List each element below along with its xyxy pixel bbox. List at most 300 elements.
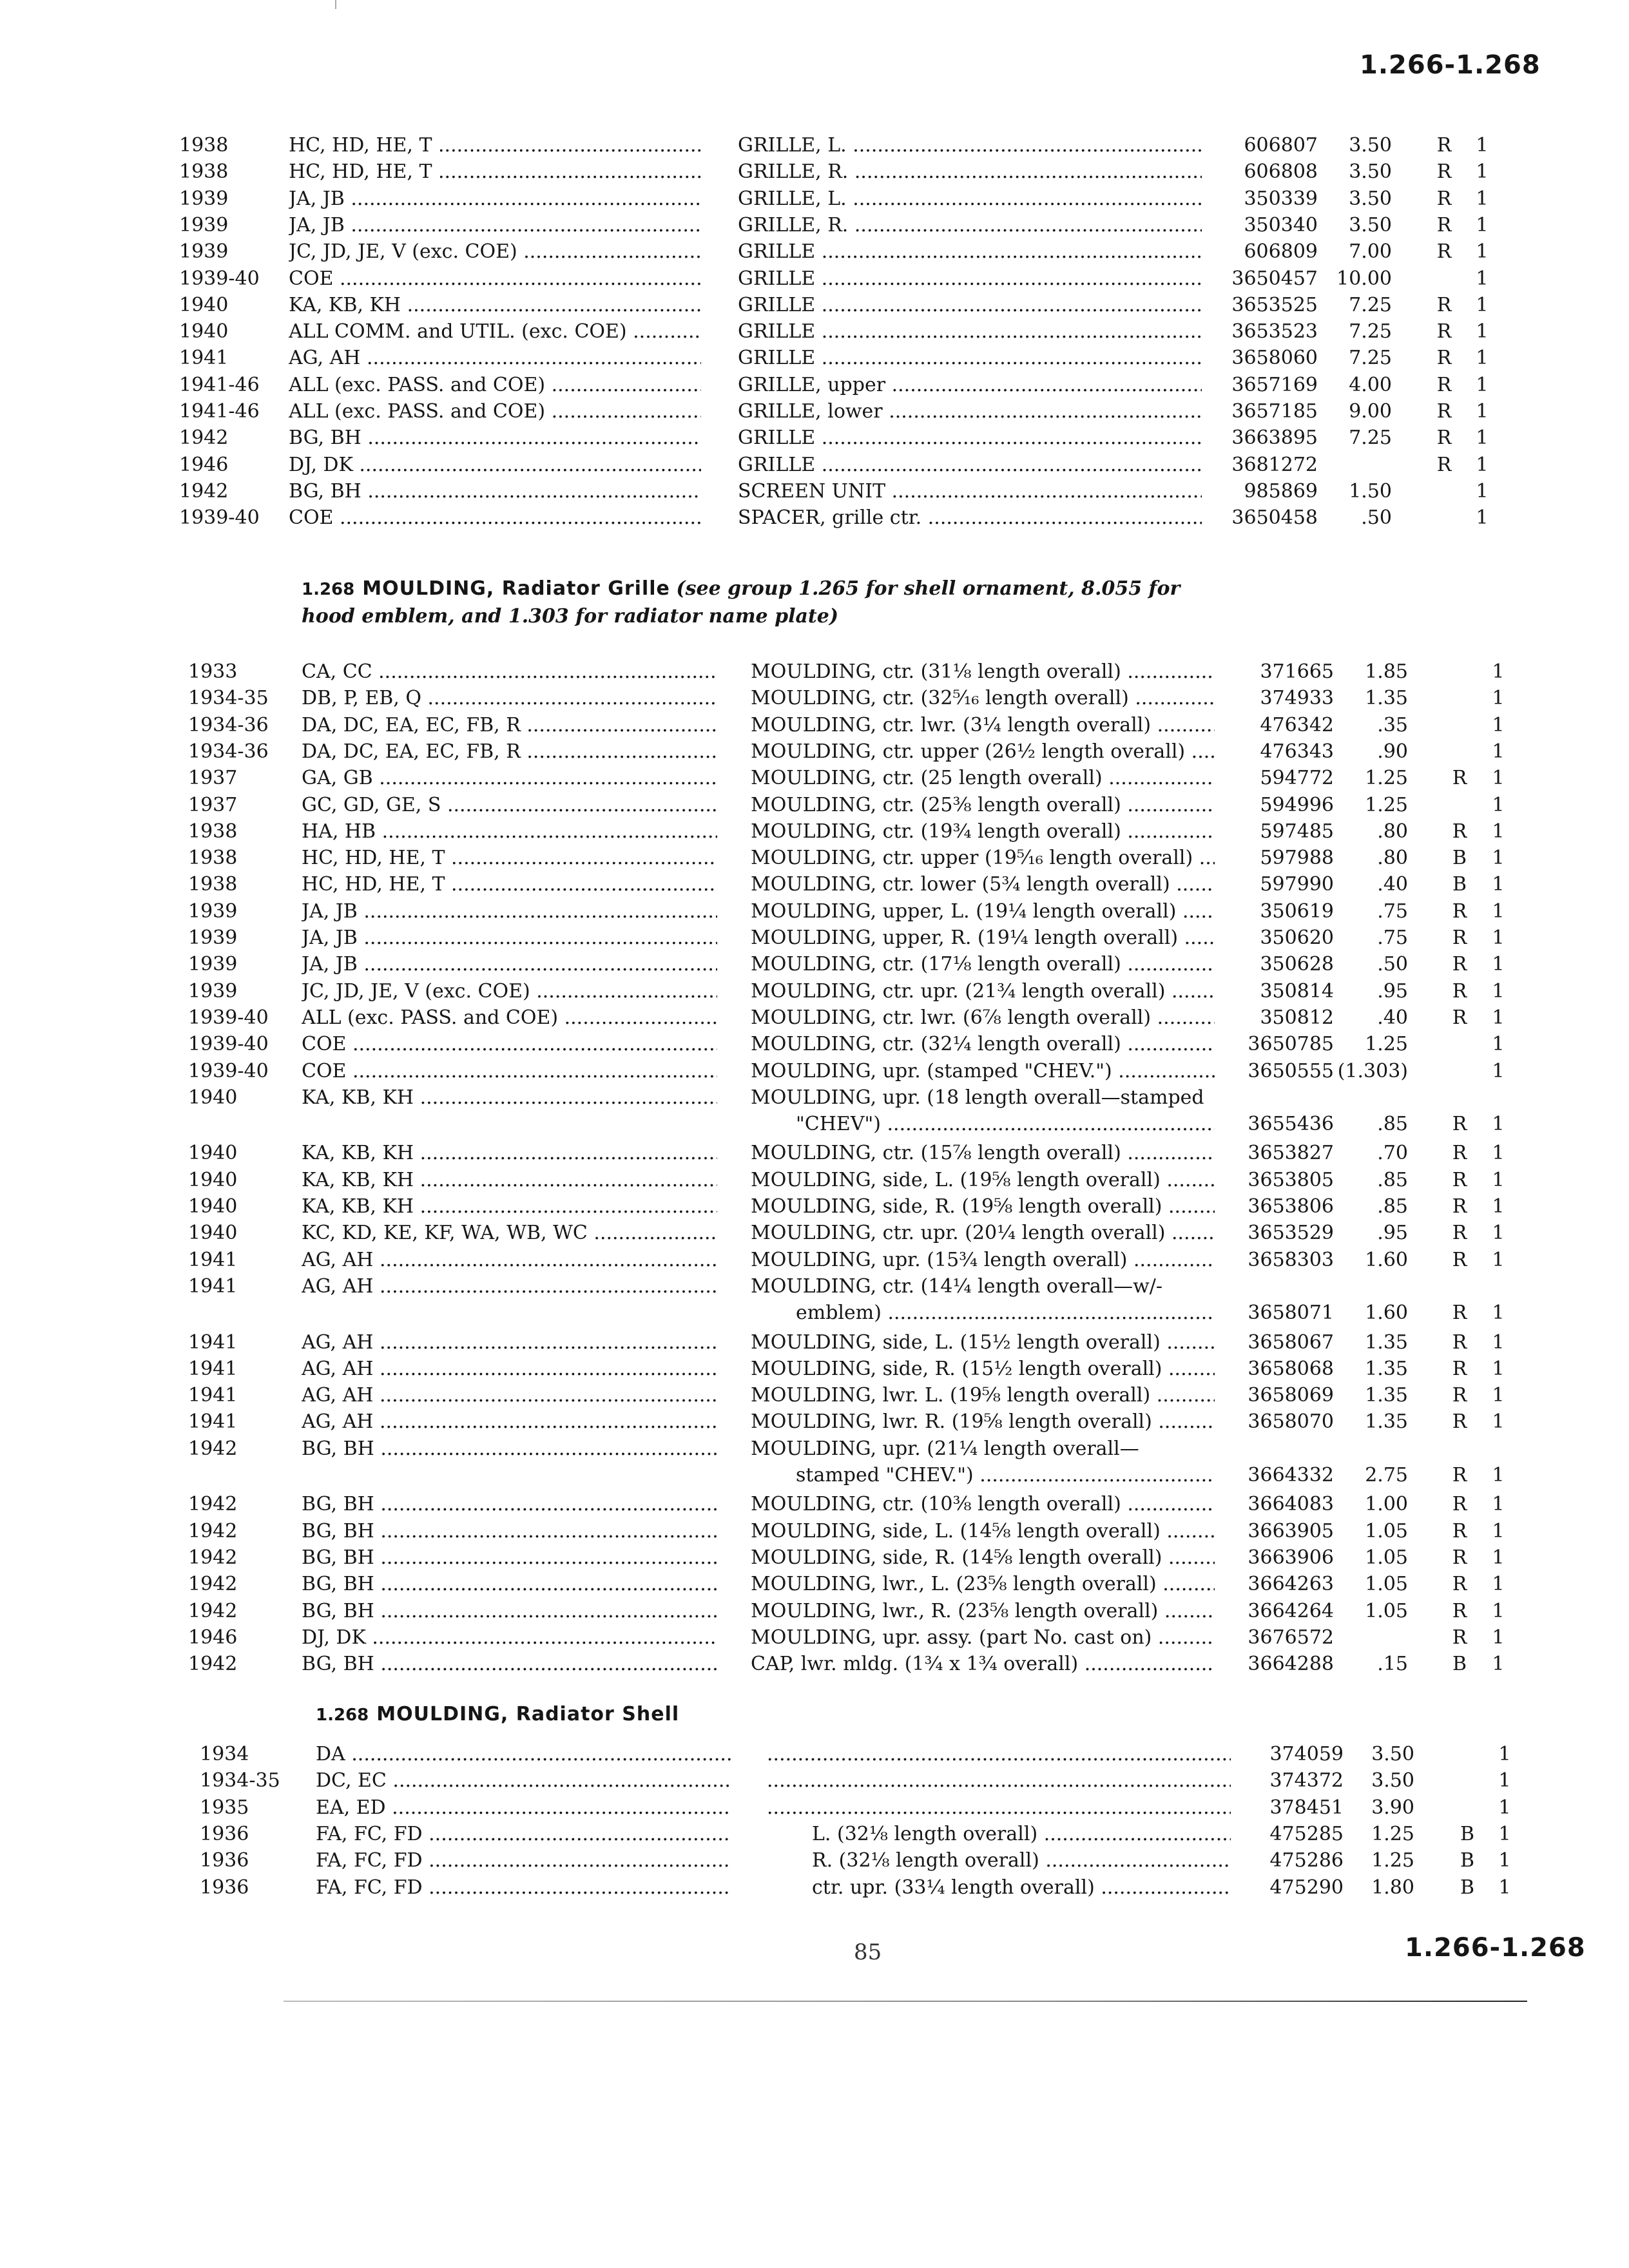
year-cell: 1941 xyxy=(179,347,229,370)
quantity-cell: 1 xyxy=(1476,293,1489,316)
year-cell: 1940 xyxy=(188,1142,238,1165)
parts-row xyxy=(0,160,1547,186)
parts-row xyxy=(0,374,1547,399)
models-cell: COE ..... xyxy=(302,1060,717,1082)
year-cell: 1942 xyxy=(188,1519,238,1542)
description-cell: MOULDING, upr. (stamped "CHEV.") ..... xyxy=(751,1060,1215,1082)
description-cell: MOULDING, ctr. lower (5¾ length overall) ..... xyxy=(751,873,1215,896)
quantity-cell: 1 xyxy=(1492,1059,1505,1082)
quantity-cell: 1 xyxy=(1492,820,1505,843)
code-cell: R xyxy=(1452,1142,1467,1165)
code-cell: R xyxy=(1436,240,1452,264)
year-cell: 1934-36 xyxy=(188,740,269,763)
parts-row xyxy=(0,1743,1547,1769)
part-number-cell: 475285 xyxy=(1269,1822,1344,1845)
parts-row xyxy=(0,660,1547,686)
quantity-cell: 1 xyxy=(1476,213,1489,236)
part-number-cell: 597485 xyxy=(1260,820,1334,843)
part-number-cell: 3664288 xyxy=(1248,1653,1334,1676)
part-number-cell: 3655436 xyxy=(1248,1113,1334,1136)
section-heading-moulding-shell xyxy=(316,1701,679,1729)
price-cell: 3.50 xyxy=(1349,160,1392,184)
parts-row xyxy=(0,1573,1547,1599)
price-cell: 1.35 xyxy=(1365,1357,1408,1380)
quantity-cell: 1 xyxy=(1492,660,1505,683)
description-cell: R. (32⅛ length overall) ..... xyxy=(812,1849,1231,1872)
price-cell: 3.50 xyxy=(1349,187,1392,210)
quantity-cell: 1 xyxy=(1492,927,1505,949)
models-cell: FA, FC, FD ..... xyxy=(316,1849,731,1872)
code-cell: B xyxy=(1452,847,1467,870)
page-header-range: 1.266-1.268 xyxy=(1360,50,1541,80)
quantity-cell: 1 xyxy=(1492,1410,1505,1434)
year-cell: 1942 xyxy=(179,427,229,450)
price-cell: .85 xyxy=(1377,1195,1408,1218)
price-cell: .50 xyxy=(1377,953,1408,976)
price-cell: (1.303) xyxy=(1337,1059,1408,1082)
part-number-cell: 475286 xyxy=(1269,1849,1344,1872)
models-cell: AG, AH ..... xyxy=(302,1275,717,1298)
year-cell: 1940 xyxy=(179,320,229,343)
code-cell: R xyxy=(1452,899,1467,923)
description-cell: MOULDING, ctr. (25⅜ length overall) ..... xyxy=(751,794,1215,816)
description-cell: GRILLE ..... xyxy=(738,454,1202,476)
quantity-cell: 1 xyxy=(1492,847,1505,870)
part-number-cell: 3653523 xyxy=(1231,320,1318,343)
quantity-cell: 1 xyxy=(1492,793,1505,816)
part-number-cell: 3664263 xyxy=(1248,1573,1334,1596)
price-cell: 1.25 xyxy=(1371,1822,1414,1845)
year-cell: 1939 xyxy=(179,213,229,236)
description-cell: MOULDING, upper, R. (19¼ length overall) ..... xyxy=(751,927,1215,949)
part-number-cell: 3663906 xyxy=(1248,1546,1334,1569)
year-cell: 1939 xyxy=(188,927,238,949)
year-cell: 1934-35 xyxy=(188,687,269,710)
year-cell: 1937 xyxy=(188,793,238,816)
part-number-cell: 3663895 xyxy=(1231,427,1318,450)
price-cell: 1.25 xyxy=(1371,1849,1414,1872)
price-cell: 3.90 xyxy=(1371,1796,1414,1819)
code-cell: R xyxy=(1452,1626,1467,1649)
models-cell: COE ..... xyxy=(289,267,701,290)
description-cell: MOULDING, side, L. (14⅝ length overall) ..... xyxy=(751,1520,1215,1542)
price-cell: 1.35 xyxy=(1365,1384,1408,1407)
parts-row xyxy=(0,1653,1547,1678)
code-cell: R xyxy=(1452,767,1467,790)
part-number-cell: 594772 xyxy=(1260,767,1334,790)
price-cell: 7.25 xyxy=(1349,347,1392,370)
part-number-cell: 3658071 xyxy=(1248,1302,1334,1325)
models-cell: COE ..... xyxy=(302,1033,717,1055)
parts-row xyxy=(0,1274,1547,1325)
price-cell: 7.25 xyxy=(1349,320,1392,343)
description-cell: MOULDING, ctr. upr. (21¾ length overall) ..... xyxy=(751,980,1215,1003)
description-cell: MOULDING, upr. (21¼ length overall— xyxy=(751,1437,1139,1460)
year-cell: 1939-40 xyxy=(188,1006,269,1029)
description-cell: MOULDING, ctr. (14¼ length overall—w/- xyxy=(751,1274,1162,1298)
description-leader xyxy=(767,1769,1231,1792)
parts-row xyxy=(0,1195,1547,1221)
part-number-cell: 3653525 xyxy=(1231,293,1318,316)
models-cell: AG, AH ..... xyxy=(302,1384,717,1407)
year-cell: 1942 xyxy=(188,1653,238,1676)
parts-row xyxy=(0,294,1547,320)
price-cell: 1.50 xyxy=(1349,479,1392,503)
part-number-cell: 371665 xyxy=(1260,660,1334,683)
models-cell: BG, BH ..... xyxy=(302,1546,717,1569)
year-cell: 1940 xyxy=(188,1086,238,1109)
quantity-cell: 1 xyxy=(1492,1384,1505,1407)
year-cell: 1941 xyxy=(188,1274,238,1298)
description-cell: SPACER, grille ctr. ..... xyxy=(738,506,1202,529)
description-cell: MOULDING, lwr., L. (23⅝ length overall) ..... xyxy=(751,1573,1215,1595)
quantity-cell: 1 xyxy=(1492,979,1505,1003)
quantity-cell: 1 xyxy=(1492,740,1505,763)
code-cell: R xyxy=(1452,1222,1467,1245)
code-cell: B xyxy=(1452,1653,1467,1676)
year-cell: 1933 xyxy=(188,660,238,683)
models-cell: BG, BH ..... xyxy=(289,480,701,503)
models-cell: JA, JB ..... xyxy=(302,900,717,923)
models-cell: FA, FC, FD ..... xyxy=(316,1876,731,1899)
code-cell: R xyxy=(1436,427,1452,450)
description-cell: MOULDING, ctr. (17⅛ length overall) ..... xyxy=(751,953,1215,975)
price-cell: .15 xyxy=(1377,1653,1408,1676)
description-cell: MOULDING, ctr. (19¾ length overall) ..... xyxy=(751,820,1215,843)
parts-row xyxy=(0,1358,1547,1383)
price-cell: .90 xyxy=(1377,740,1408,763)
quantity-cell: 1 xyxy=(1492,767,1505,790)
part-number-cell: 3658303 xyxy=(1248,1248,1334,1271)
year-cell: 1938 xyxy=(188,847,238,870)
section-heading-moulding-grille xyxy=(302,575,1242,630)
models-cell: HA, HB ..... xyxy=(302,820,717,843)
models-cell: ALL (exc. PASS. and COE) ..... xyxy=(302,1006,717,1029)
year-cell: 1936 xyxy=(200,1876,249,1899)
models-cell: GA, GB ..... xyxy=(302,767,717,789)
part-number-cell: 3657169 xyxy=(1231,373,1318,396)
year-cell: 1934 xyxy=(200,1743,249,1765)
description-cell: MOULDING, ctr. upper (26½ length overall) ..... xyxy=(751,740,1215,763)
models-cell: DA, DC, EA, EC, FB, R ..... xyxy=(302,740,717,763)
year-cell: 1938 xyxy=(188,873,238,896)
parts-row xyxy=(0,1060,1547,1086)
parts-row xyxy=(0,1086,1547,1136)
price-cell: .95 xyxy=(1377,979,1408,1003)
price-cell: 1.25 xyxy=(1365,793,1408,816)
code-cell: R xyxy=(1452,1195,1467,1218)
part-number-cell: 597988 xyxy=(1260,847,1334,870)
models-cell: ALL (exc. PASS. and COE) ..... xyxy=(289,374,701,396)
description-cell: MOULDING, lwr. R. (19⅝ length overall) ..... xyxy=(751,1410,1215,1433)
part-number-cell: 3658067 xyxy=(1248,1331,1334,1354)
price-cell: 2.75 xyxy=(1365,1463,1408,1486)
code-cell: R xyxy=(1452,1006,1467,1029)
description-cell: MOULDING, upr. (18 length overall—stamped xyxy=(751,1086,1204,1109)
code-cell: R xyxy=(1452,1493,1467,1516)
year-cell: 1938 xyxy=(179,134,229,157)
price-cell: 1.35 xyxy=(1365,1331,1408,1354)
models-cell: DC, EC ..... xyxy=(316,1769,731,1792)
parts-row xyxy=(0,767,1547,793)
part-number-cell: 350340 xyxy=(1244,213,1318,236)
part-number-cell: 3653529 xyxy=(1248,1222,1334,1245)
parts-row xyxy=(0,1849,1547,1875)
code-cell: R xyxy=(1452,1357,1467,1380)
models-cell: DJ, DK ..... xyxy=(289,454,701,476)
quantity-cell: 1 xyxy=(1476,320,1489,343)
models-cell: AG, AH ..... xyxy=(302,1358,717,1380)
part-number-cell: 350620 xyxy=(1260,927,1334,949)
code-cell: R xyxy=(1452,927,1467,949)
code-cell: R xyxy=(1452,1410,1467,1434)
code-cell: R xyxy=(1452,1573,1467,1596)
year-cell: 1942 xyxy=(179,479,229,503)
price-cell: .80 xyxy=(1377,820,1408,843)
description-cell: GRILLE, upper ..... xyxy=(738,374,1202,396)
price-cell: 1.85 xyxy=(1365,660,1408,683)
year-cell: 1941-46 xyxy=(179,373,260,396)
price-cell: 1.05 xyxy=(1365,1599,1408,1622)
year-cell: 1935 xyxy=(200,1796,249,1819)
quantity-cell: 1 xyxy=(1492,1653,1505,1676)
description-cell: L. (32⅛ length overall) ..... xyxy=(812,1823,1231,1845)
code-cell: R xyxy=(1436,347,1452,370)
code-cell: R xyxy=(1452,1463,1467,1486)
part-number-cell: 350628 xyxy=(1260,953,1334,976)
price-cell: .80 xyxy=(1377,847,1408,870)
price-cell: 3.50 xyxy=(1371,1743,1414,1765)
price-cell: .75 xyxy=(1377,927,1408,949)
price-cell: .85 xyxy=(1377,1168,1408,1191)
code-cell: B xyxy=(1460,1876,1475,1899)
models-cell: AG, AH ..... xyxy=(289,347,701,369)
section-number: 1.268 xyxy=(316,1706,369,1725)
price-cell: 3.50 xyxy=(1349,134,1392,157)
part-number-cell: 3653805 xyxy=(1248,1168,1334,1191)
description-cell: MOULDING, ctr. (25 length overall) ..... xyxy=(751,767,1215,789)
quantity-cell: 1 xyxy=(1498,1796,1511,1819)
year-cell: 1936 xyxy=(200,1822,249,1845)
quantity-cell: 1 xyxy=(1492,1546,1505,1569)
description-cell: GRILLE ..... xyxy=(738,320,1202,343)
quantity-cell: 1 xyxy=(1492,1599,1505,1622)
part-number-cell: 374059 xyxy=(1269,1743,1344,1765)
part-number-cell: 594996 xyxy=(1260,793,1334,816)
part-number-cell: 3663905 xyxy=(1248,1519,1334,1542)
price-cell: .70 xyxy=(1377,1142,1408,1165)
description-cell: MOULDING, ctr. upr. (20¼ length overall) ..... xyxy=(751,1222,1215,1244)
parts-row xyxy=(0,1169,1547,1195)
price-cell: 1.05 xyxy=(1365,1519,1408,1542)
year-cell: 1942 xyxy=(188,1599,238,1622)
parts-row xyxy=(0,454,1547,479)
parts-row xyxy=(0,980,1547,1006)
year-cell: 1941-46 xyxy=(179,400,260,423)
section-title: MOULDING, Radiator Grille xyxy=(362,577,670,600)
models-cell: JA, JB ..... xyxy=(289,187,701,210)
parts-row xyxy=(0,1384,1547,1410)
description-cell: GRILLE, lower ..... xyxy=(738,400,1202,423)
description-continued: "CHEV") ..... xyxy=(796,1113,1215,1135)
quantity-cell: 1 xyxy=(1476,400,1489,423)
part-number-cell: 378451 xyxy=(1269,1796,1344,1819)
parts-row xyxy=(0,267,1547,293)
part-number-cell: 476342 xyxy=(1260,713,1334,736)
models-cell: HC, HD, HE, T ..... xyxy=(289,160,701,183)
parts-row xyxy=(0,953,1547,979)
price-cell: .35 xyxy=(1377,713,1408,736)
code-cell: R xyxy=(1452,1113,1467,1136)
quantity-cell: 1 xyxy=(1492,1519,1505,1542)
code-cell: R xyxy=(1452,1384,1467,1407)
description-cell: MOULDING, upr. assy. (part No. cast on) ..... xyxy=(751,1626,1215,1649)
quantity-cell: 1 xyxy=(1498,1743,1511,1765)
quantity-cell: 1 xyxy=(1476,373,1489,396)
quantity-cell: 1 xyxy=(1498,1769,1511,1792)
year-cell: 1941 xyxy=(188,1357,238,1380)
part-number-cell: 3653827 xyxy=(1248,1142,1334,1165)
price-cell: 1.25 xyxy=(1365,767,1408,790)
bottom-rule xyxy=(284,2001,1527,2002)
part-number-cell: 3664264 xyxy=(1248,1599,1334,1622)
models-cell: AG, AH ..... xyxy=(302,1410,717,1433)
year-cell: 1939 xyxy=(188,899,238,923)
page-number: 85 xyxy=(854,1939,882,1965)
year-cell: 1941 xyxy=(188,1248,238,1271)
parts-row xyxy=(0,1626,1547,1652)
description-cell: MOULDING, side, R. (14⅝ length overall) ..... xyxy=(751,1546,1215,1569)
quantity-cell: 1 xyxy=(1492,687,1505,710)
code-cell: R xyxy=(1452,1248,1467,1271)
models-cell: DJ, DK ..... xyxy=(302,1626,717,1649)
page-footer-range: 1.266-1.268 xyxy=(1405,1933,1586,1963)
models-cell: JC, JD, JE, V (exc. COE) ..... xyxy=(289,240,701,263)
parts-row xyxy=(0,1006,1547,1032)
part-number-cell: 3681272 xyxy=(1231,453,1318,476)
code-cell: R xyxy=(1436,187,1452,210)
year-cell: 1940 xyxy=(188,1168,238,1191)
part-number-cell: 606809 xyxy=(1244,240,1318,264)
parts-row xyxy=(0,506,1547,532)
description-cell: MOULDING, upper, L. (19¼ length overall) ..... xyxy=(751,900,1215,923)
price-cell: 1.60 xyxy=(1365,1248,1408,1271)
models-cell: KA, KB, KH ..... xyxy=(302,1169,717,1191)
year-cell: 1938 xyxy=(188,820,238,843)
year-cell: 1939-40 xyxy=(179,506,260,530)
year-cell: 1942 xyxy=(188,1573,238,1596)
parts-row xyxy=(0,1600,1547,1626)
quantity-cell: 1 xyxy=(1476,479,1489,503)
parts-row xyxy=(0,1033,1547,1059)
parts-row xyxy=(0,400,1547,426)
models-cell: KA, KB, KH ..... xyxy=(302,1195,717,1218)
quantity-cell: 1 xyxy=(1492,1222,1505,1245)
part-number-cell: 3664083 xyxy=(1248,1493,1334,1516)
models-cell: HC, HD, HE, T ..... xyxy=(302,873,717,896)
models-cell: JA, JB ..... xyxy=(302,927,717,949)
models-cell: JA, JB ..... xyxy=(289,214,701,236)
quantity-cell: 1 xyxy=(1492,1142,1505,1165)
year-cell: 1941 xyxy=(188,1331,238,1354)
quantity-cell: 1 xyxy=(1476,160,1489,184)
models-cell: DA, DC, EA, EC, FB, R ..... xyxy=(302,714,717,736)
price-cell: .50 xyxy=(1361,506,1392,530)
part-number-cell: 606807 xyxy=(1244,134,1318,157)
quantity-cell: 1 xyxy=(1492,1302,1505,1325)
quantity-cell: 1 xyxy=(1492,1006,1505,1029)
description-cell: MOULDING, side, R. (15½ length overall) ..... xyxy=(751,1358,1215,1380)
models-cell: KA, KB, KH ..... xyxy=(302,1142,717,1164)
description-cell: GRILLE, L. ..... xyxy=(738,134,1202,157)
part-number-cell: 3653806 xyxy=(1248,1195,1334,1218)
quantity-cell: 1 xyxy=(1492,1168,1505,1191)
quantity-cell: 1 xyxy=(1492,1626,1505,1649)
price-cell: 10.00 xyxy=(1336,267,1392,290)
models-cell: BG, BH ..... xyxy=(302,1653,717,1675)
parts-row xyxy=(0,714,1547,740)
parts-row xyxy=(0,1876,1547,1902)
parts-row xyxy=(0,1222,1547,1247)
parts-row xyxy=(0,1331,1547,1357)
description-cell: ctr. upr. (33¼ length overall) ..... xyxy=(812,1876,1231,1899)
parts-row xyxy=(0,1823,1547,1849)
part-number-cell: 597990 xyxy=(1260,873,1334,896)
part-number-cell: 3650555 xyxy=(1248,1059,1334,1082)
quantity-cell: 1 xyxy=(1492,899,1505,923)
year-cell: 1942 xyxy=(188,1493,238,1516)
description-leader xyxy=(767,1796,1231,1819)
description-cell: MOULDING, ctr. lwr. (3¼ length overall) ..... xyxy=(751,714,1215,736)
parts-row xyxy=(0,187,1547,213)
quantity-cell: 1 xyxy=(1492,713,1505,736)
quantity-cell: 1 xyxy=(1476,347,1489,370)
quantity-cell: 1 xyxy=(1492,1331,1505,1354)
year-cell: 1934-36 xyxy=(188,713,269,736)
parts-row xyxy=(0,687,1547,713)
code-cell: R xyxy=(1452,1331,1467,1354)
code-cell: R xyxy=(1436,134,1452,157)
parts-row xyxy=(0,347,1547,372)
quantity-cell: 1 xyxy=(1498,1876,1511,1899)
quantity-cell: 1 xyxy=(1492,1113,1505,1136)
part-number-cell: 985869 xyxy=(1244,479,1318,503)
description-cell: MOULDING, lwr. L. (19⅝ length overall) ..... xyxy=(751,1384,1215,1407)
description-cell: CAP, lwr. mldg. (1¾ x 1¾ overall) ..... xyxy=(751,1653,1215,1675)
price-cell: 1.80 xyxy=(1371,1876,1414,1899)
quantity-cell: 1 xyxy=(1476,427,1489,450)
description-cell: GRILLE ..... xyxy=(738,240,1202,263)
models-cell: EA, ED ..... xyxy=(316,1796,731,1819)
models-cell: DB, P, EB, Q ..... xyxy=(302,687,717,709)
quantity-cell: 1 xyxy=(1476,240,1489,264)
description-cell: GRILLE ..... xyxy=(738,347,1202,369)
models-cell: KC, KD, KE, KF, WA, WB, WC ..... xyxy=(302,1222,717,1244)
year-cell: 1939 xyxy=(188,953,238,976)
code-cell: R xyxy=(1436,320,1452,343)
parts-row xyxy=(0,927,1547,952)
models-cell: BG, BH ..... xyxy=(302,1573,717,1595)
parts-row xyxy=(0,820,1547,846)
description-cell: MOULDING, side, L. (15½ length overall) ..... xyxy=(751,1331,1215,1354)
year-cell: 1941 xyxy=(188,1384,238,1407)
code-cell: R xyxy=(1452,979,1467,1003)
part-number-cell: 606808 xyxy=(1244,160,1318,184)
part-number-cell: 476343 xyxy=(1260,740,1334,763)
description-cell: MOULDING, lwr., R. (23⅝ length overall) ..... xyxy=(751,1600,1215,1622)
year-cell: 1941 xyxy=(188,1410,238,1434)
price-cell: 9.00 xyxy=(1349,400,1392,423)
